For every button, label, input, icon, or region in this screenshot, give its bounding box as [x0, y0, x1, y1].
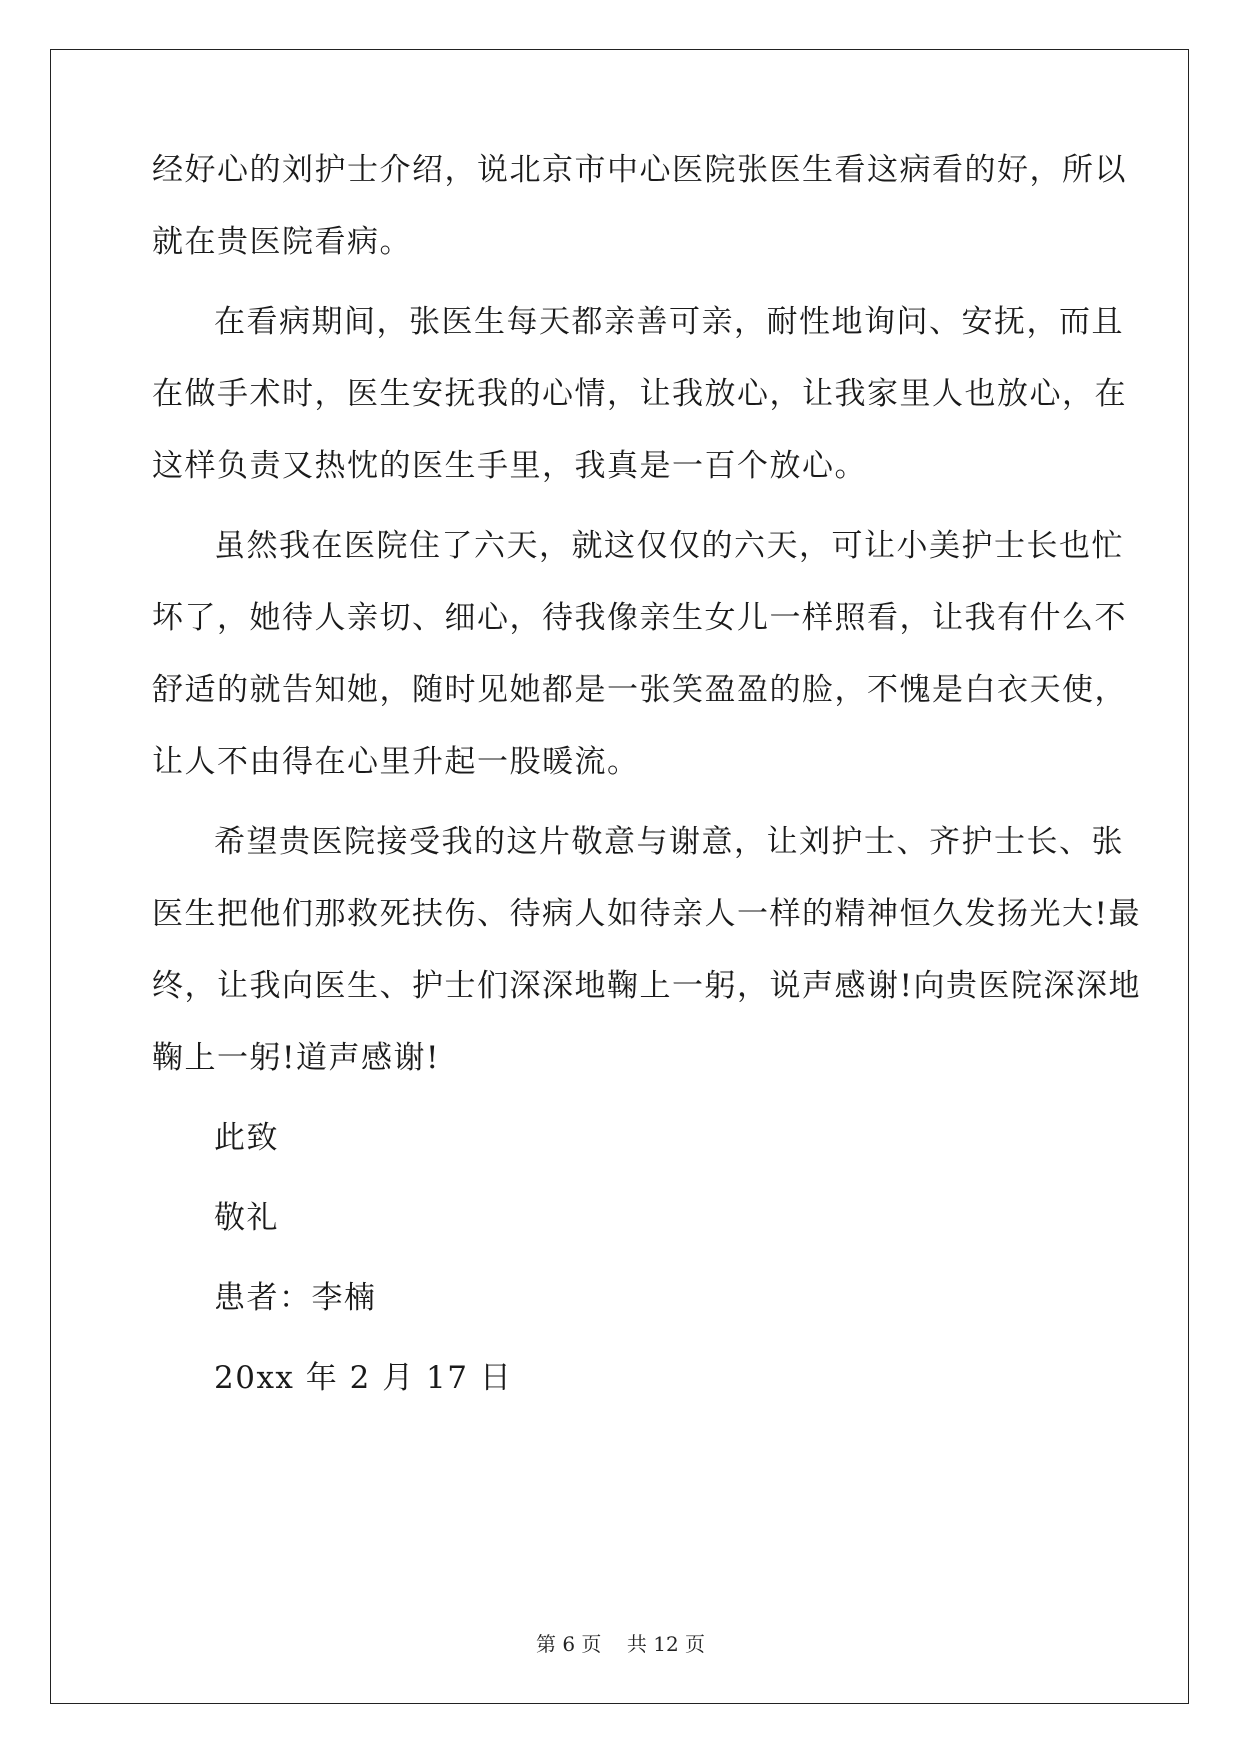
page-footer	[0, 1630, 1241, 1658]
body-line: 终，让我向医生、护士们深深地鞠上一躬，说声感谢!向贵医院深深地	[152, 968, 1141, 1004]
body-line: 在做手术时，医生安抚我的心情，让我放心，让我家里人也放心，在	[152, 376, 1127, 412]
signature: 患者：李楠	[214, 1280, 377, 1316]
body-line: 这样负责又热忱的医生手里，我真是一百个放心。	[152, 448, 867, 484]
body-line: 经好心的刘护士介绍，说北京市中心医院张医生看这病看的好，所以	[152, 152, 1127, 188]
closing-salutation: 此致	[214, 1120, 279, 1156]
body-line: 希望贵医院接受我的这片敬意与谢意，让刘护士、齐护士长、张	[214, 824, 1124, 860]
page-total: 共 12 页	[626, 1632, 706, 1656]
body-line: 鞠上一躬!道声感谢!	[152, 1040, 440, 1076]
body-line: 舒适的就告知她，随时见她都是一张笑盈盈的脸，不愧是白衣天使，	[152, 672, 1127, 708]
body-line: 坏了，她待人亲切、细心，待我像亲生女儿一样照看，让我有什么不	[152, 600, 1127, 636]
letter-date: 20xx 年 2 月 17 日	[214, 1360, 513, 1396]
body-line: 让人不由得在心里升起一股暖流。	[152, 744, 640, 780]
body-line: 在看病期间，张医生每天都亲善可亲，耐性地询问、安抚，而且	[214, 304, 1124, 340]
body-line: 就在贵医院看病。	[152, 224, 412, 260]
body-line: 医生把他们那救死扶伤、待病人如待亲人一样的精神恒久发扬光大!最	[152, 896, 1141, 932]
body-line: 虽然我在医院住了六天，就这仅仅的六天，可让小美护士长也忙	[214, 528, 1124, 564]
page-number: 第 6 页	[535, 1632, 602, 1656]
closing-respect: 敬礼	[214, 1200, 279, 1236]
